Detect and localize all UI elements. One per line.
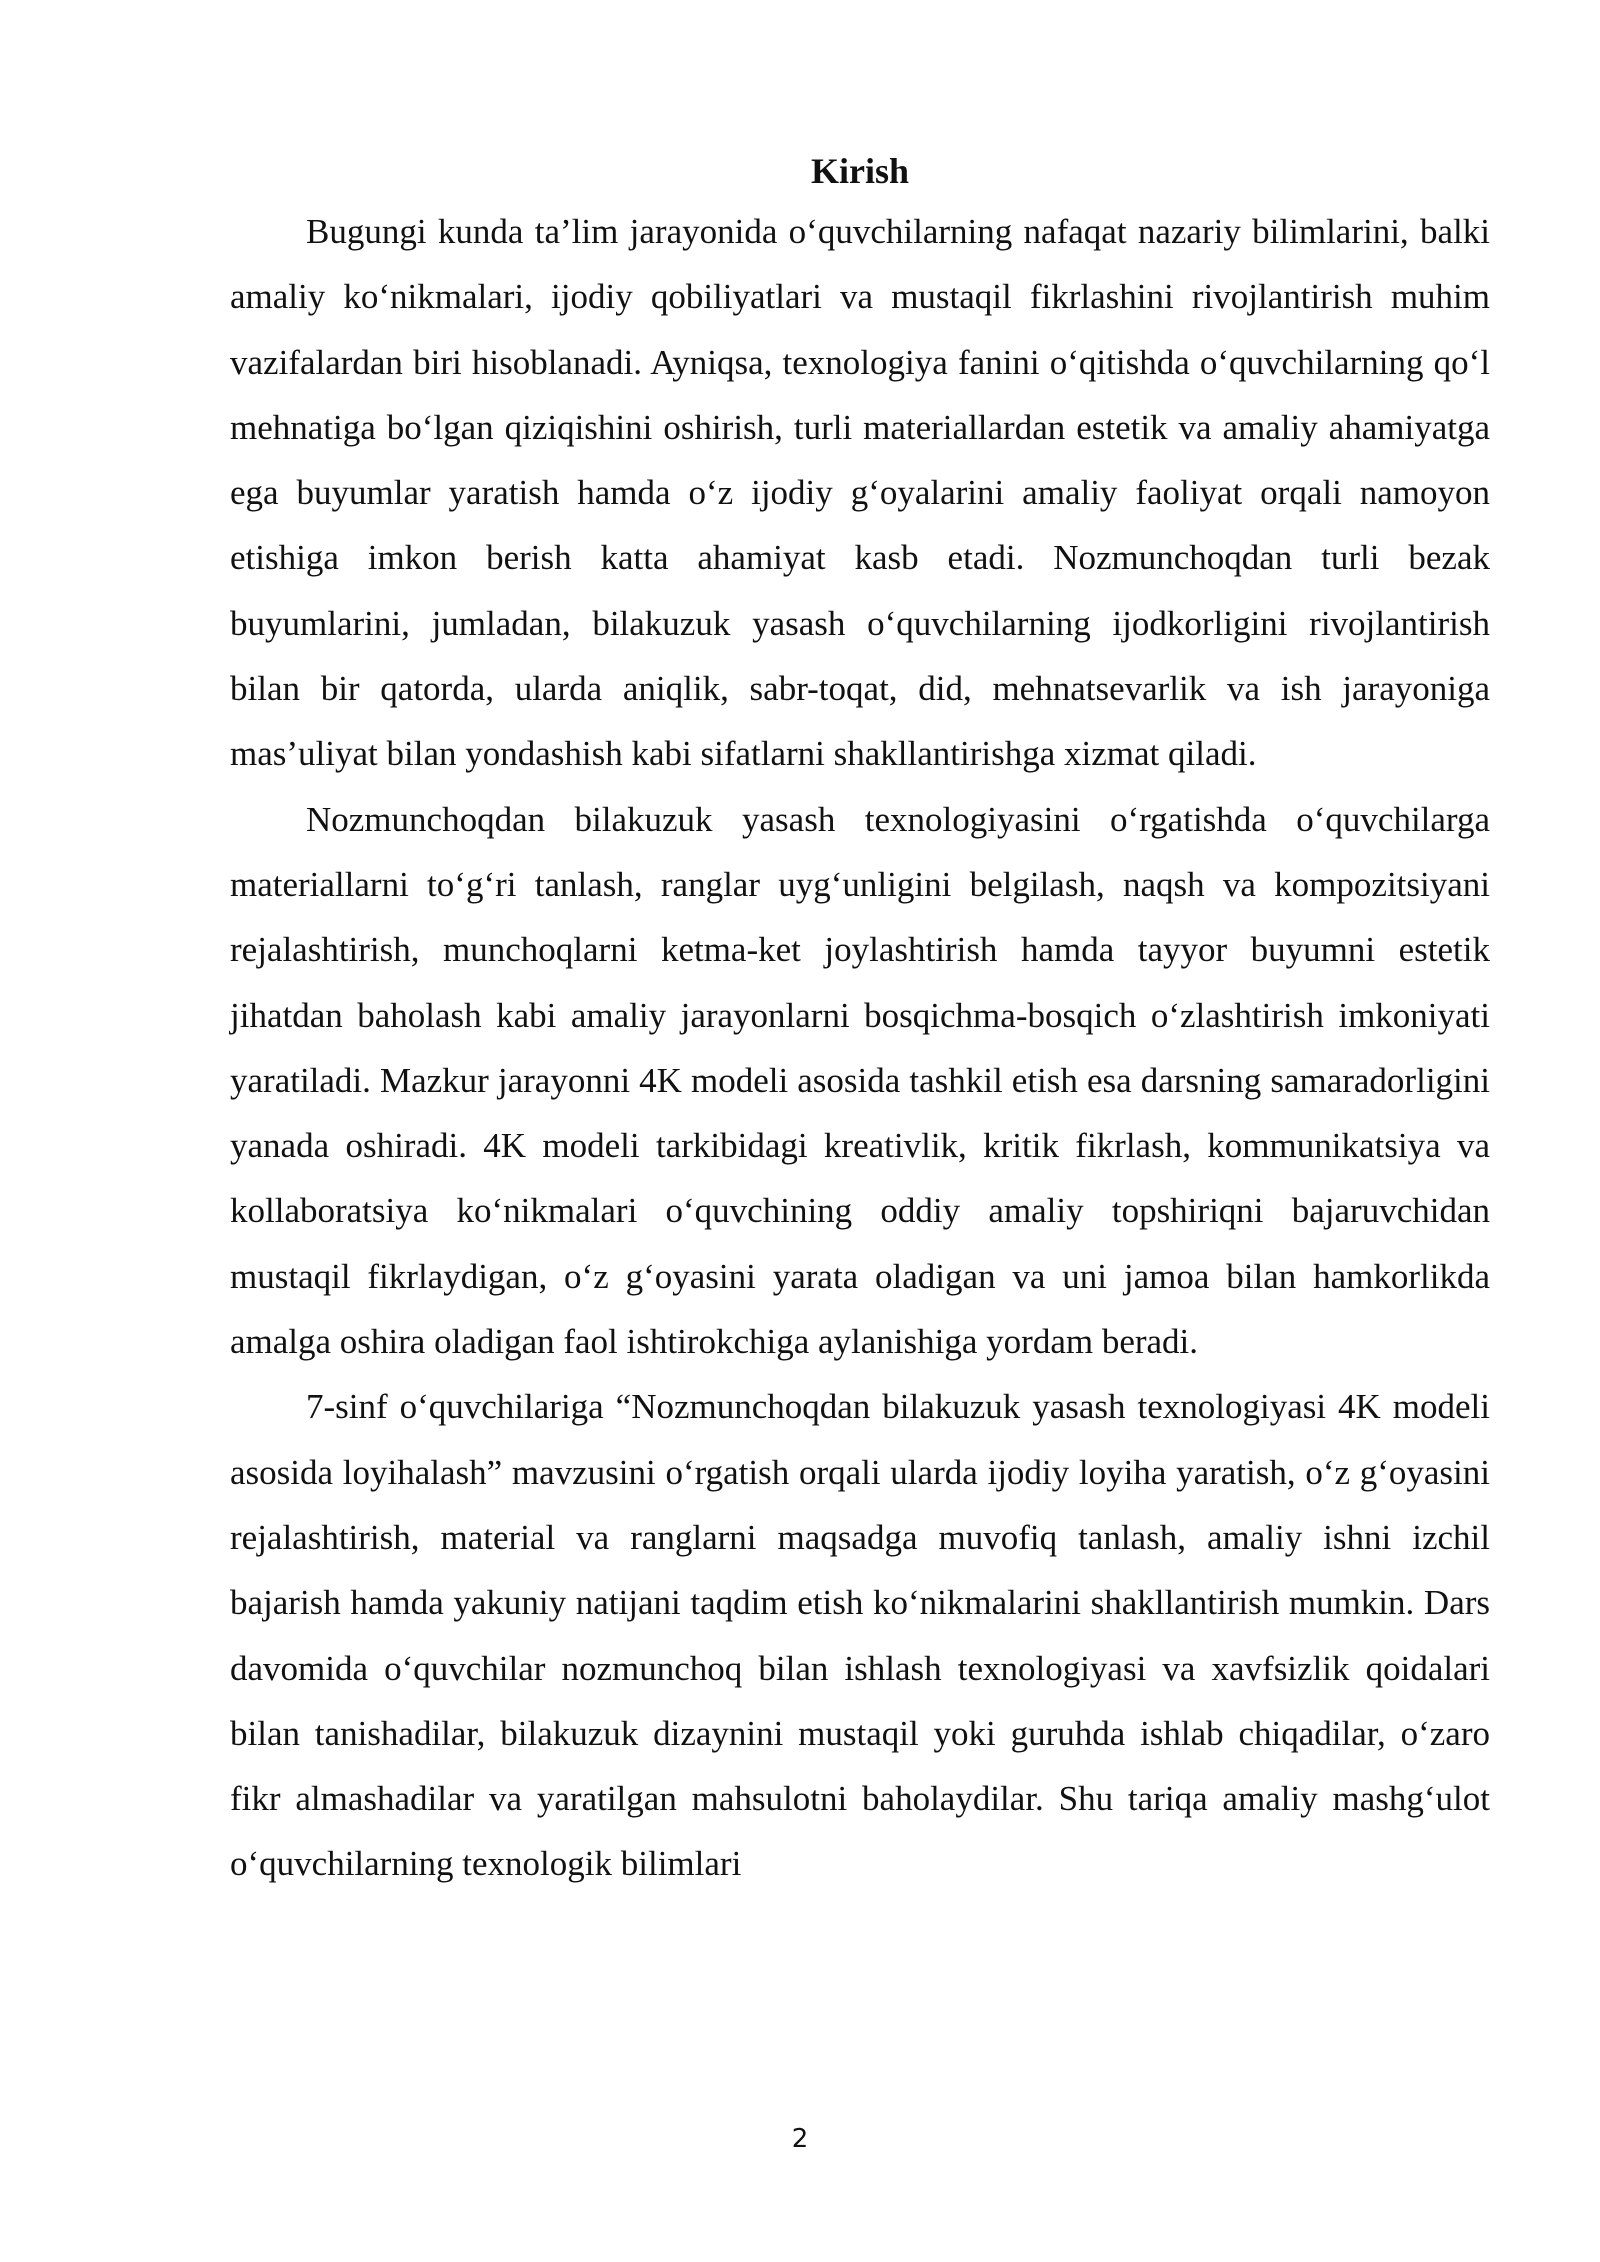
page-content	[230, 146, 1490, 1897]
page-number: 2	[791, 2124, 809, 2154]
paragraph-2: Nozmunchoqdan bilakuzuk yasash texnologiyasini o‘rgatishda o‘quvchilarga materiallarni to‘g‘ri tanlash, ranglar uyg‘unligini belgilash, naqsh va kompozitsiyani rejalashtirish, munchoqlarni ketma-ket joylashtirish hamda tayyor buyumni estetik jihatdan baholash kabi amaliy jarayonlarni bosqichma-bosqich o‘zlashtirish imkoniyati yaratiladi. Mazkur jarayonni 4K modeli asosida tashkil etish esa darsning samaradorligini yanada oshiradi. 4K modeli tarkibidagi kreativlik, kritik fikrlash, kommunikatsiya va kollaboratsiya ko‘nikmalari o‘quvchining oddiy amaliy topshiriqni bajaruvchidan mustaqil fikrlaydigan, o‘z g‘oyasini yarata oladigan va uni jamoa bilan hamkorlikda amalga oshira oladigan faol ishtirokchiga aylanishiga yordam beradi.	[230, 799, 1490, 1362]
section-title: Kirish	[810, 151, 909, 191]
paragraph-3: 7-sinf o‘quvchilariga “Nozmunchoqdan bilakuzuk yasash texnologiyasi 4K modeli asosida loyihalash” mavzusini o‘rgatish orqali ularda ijodiy loyiha yaratish, o‘z g‘oyasini rejalashtirish, material va ranglarni maqsadga muvofiq tanlash, amaliy ishni izchil bajarish hamda yakuniy natijani taqdim etish ko‘nikmalarini shakllantirish mumkin. Dars davomida o‘quvchilar nozmunchoq bilan ishlash texnologiyasi va xavfsizlik qoidalari bilan tanishadilar, bilakuzuk dizaynini mustaqil yoki guruhda ishlab chiqadilar, o‘zaro fikr almashadilar va yaratilgan mahsulotni baholaydilar. Shu tariqa amaliy mashg‘ulot o‘quvchilarning texnologik bilimlari	[230, 1387, 1490, 1884]
paragraph-1: Bugungi kunda ta’lim jarayonida o‘quvchilarning nafaqat nazariy bilimlarini, balki amaliy ko‘nikmalari, ijodiy qobiliyatlari va mustaqil fikrlashini rivojlantirish muhim vazifalardan biri hisoblanadi. Ayniqsa, texnologiya fanini o‘qitishda o‘quvchilarning qo‘l mehnatiga bo‘lgan qiziqishini oshirish, turli materiallardan estetik va amaliy ahamiyatga ega buyumlar yaratish hamda o‘z ijodiy g‘oyalarini amaliy faoliyat orqali namoyon etishiga imkon berish katta ahamiyat kasb etadi. Nozmunchoqdan turli bezak buyumlarini, jumladan, bilakuzuk yasash o‘quvchilarning ijodkorligini rivojlantirish bilan bir qatorda, ularda aniqlik, sabr-toqat, did, mehnatsevarlik va ish jarayoniga mas’uliyat bilan yondashish kabi sifatlarni shakllantirishga xizmat qiladi.	[230, 212, 1490, 774]
